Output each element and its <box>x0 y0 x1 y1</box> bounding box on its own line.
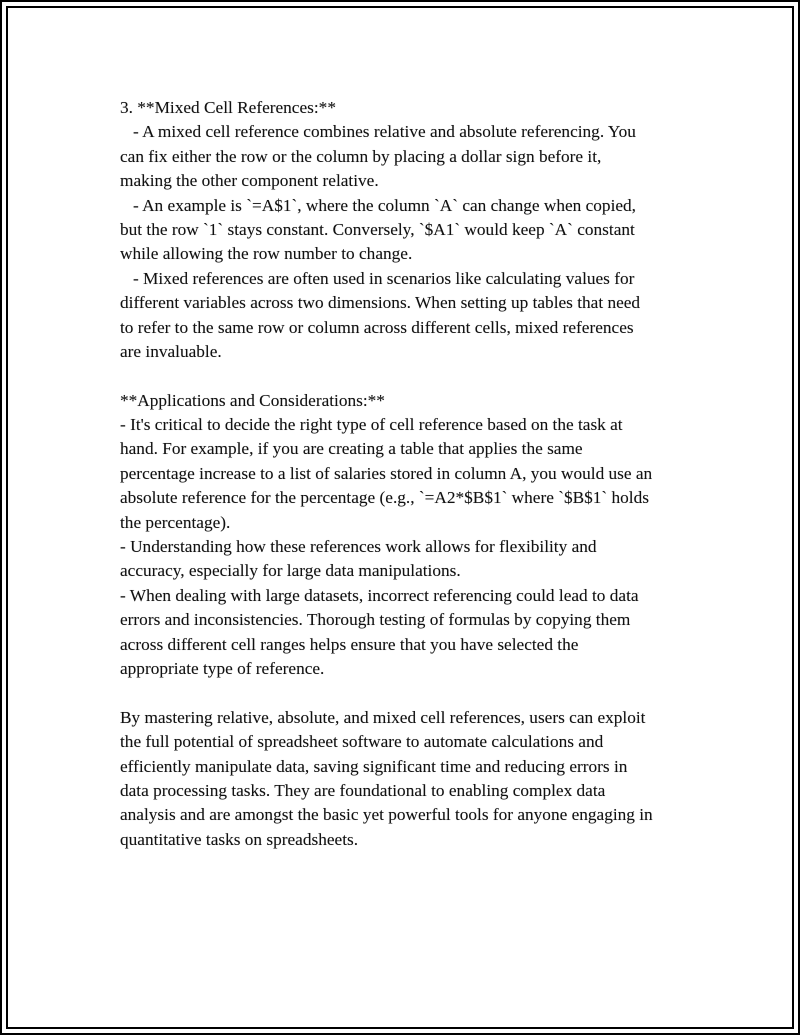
body-line: analysis and are amongst the basic yet powerful tools for anyone engaging in <box>120 805 653 825</box>
body-line: different variables across two dimensions. When setting up tables that need <box>120 293 641 313</box>
document-body <box>120 96 700 852</box>
section-applications <box>120 389 700 682</box>
body-line: - A mixed cell reference combines relative and absolute referencing. You <box>120 122 636 142</box>
body-line: but the row `1` stays constant. Conversely, `$A1` would keep `A` constant <box>120 219 635 239</box>
body-line: the percentage). <box>120 512 231 532</box>
body-line: - Mixed references are often used in scenarios like calculating values for <box>120 268 635 288</box>
body-line: By mastering relative, absolute, and mixed cell references, users can exploit <box>120 707 646 727</box>
paragraph-gap <box>120 364 700 388</box>
section-heading: **Applications and Considerations:** <box>120 390 385 410</box>
body-line: hand. For example, if you are creating a table that applies the same <box>120 439 583 459</box>
section-mixed-cell-references <box>120 96 700 364</box>
body-line: the full potential of spreadsheet software to automate calculations and <box>120 732 604 752</box>
conclusion-paragraph <box>120 706 700 852</box>
body-line: quantitative tasks on spreadsheets. <box>120 829 359 849</box>
body-line: making the other component relative. <box>120 171 379 191</box>
body-line: are invaluable. <box>120 341 222 361</box>
body-line: data processing tasks. They are foundational to enabling complex data <box>120 780 606 800</box>
section-heading: 3. **Mixed Cell References:** <box>120 98 336 117</box>
body-line: across different cell ranges helps ensure that you have selected the <box>120 634 579 654</box>
body-line: - It's critical to decide the right type of cell reference based on the task at <box>120 415 623 435</box>
body-line: - When dealing with large datasets, incorrect referencing could lead to data <box>120 585 639 605</box>
body-line: while allowing the row number to change. <box>120 244 413 264</box>
body-line: errors and inconsistencies. Thorough testing of formulas by copying them <box>120 610 631 630</box>
body-line: - Understanding how these references work allows for flexibility and <box>120 537 597 557</box>
body-line: can fix either the row or the column by placing a dollar sign before it, <box>120 146 602 166</box>
body-line: percentage increase to a list of salaries stored in column A, you would use an <box>120 463 653 483</box>
body-line: accuracy, especially for large data manipulations. <box>120 561 461 581</box>
body-line: appropriate type of reference. <box>120 658 325 678</box>
body-line: absolute reference for the percentage (e.g., `=A2*$B$1` where `$B$1` holds <box>120 488 649 508</box>
paragraph-gap <box>120 681 700 705</box>
body-line: - An example is `=A$1`, where the column `A` can change when copied, <box>120 195 637 215</box>
body-line: efficiently manipulate data, saving significant time and reducing errors in <box>120 756 628 776</box>
body-line: to refer to the same row or column across different cells, mixed references <box>120 317 634 337</box>
